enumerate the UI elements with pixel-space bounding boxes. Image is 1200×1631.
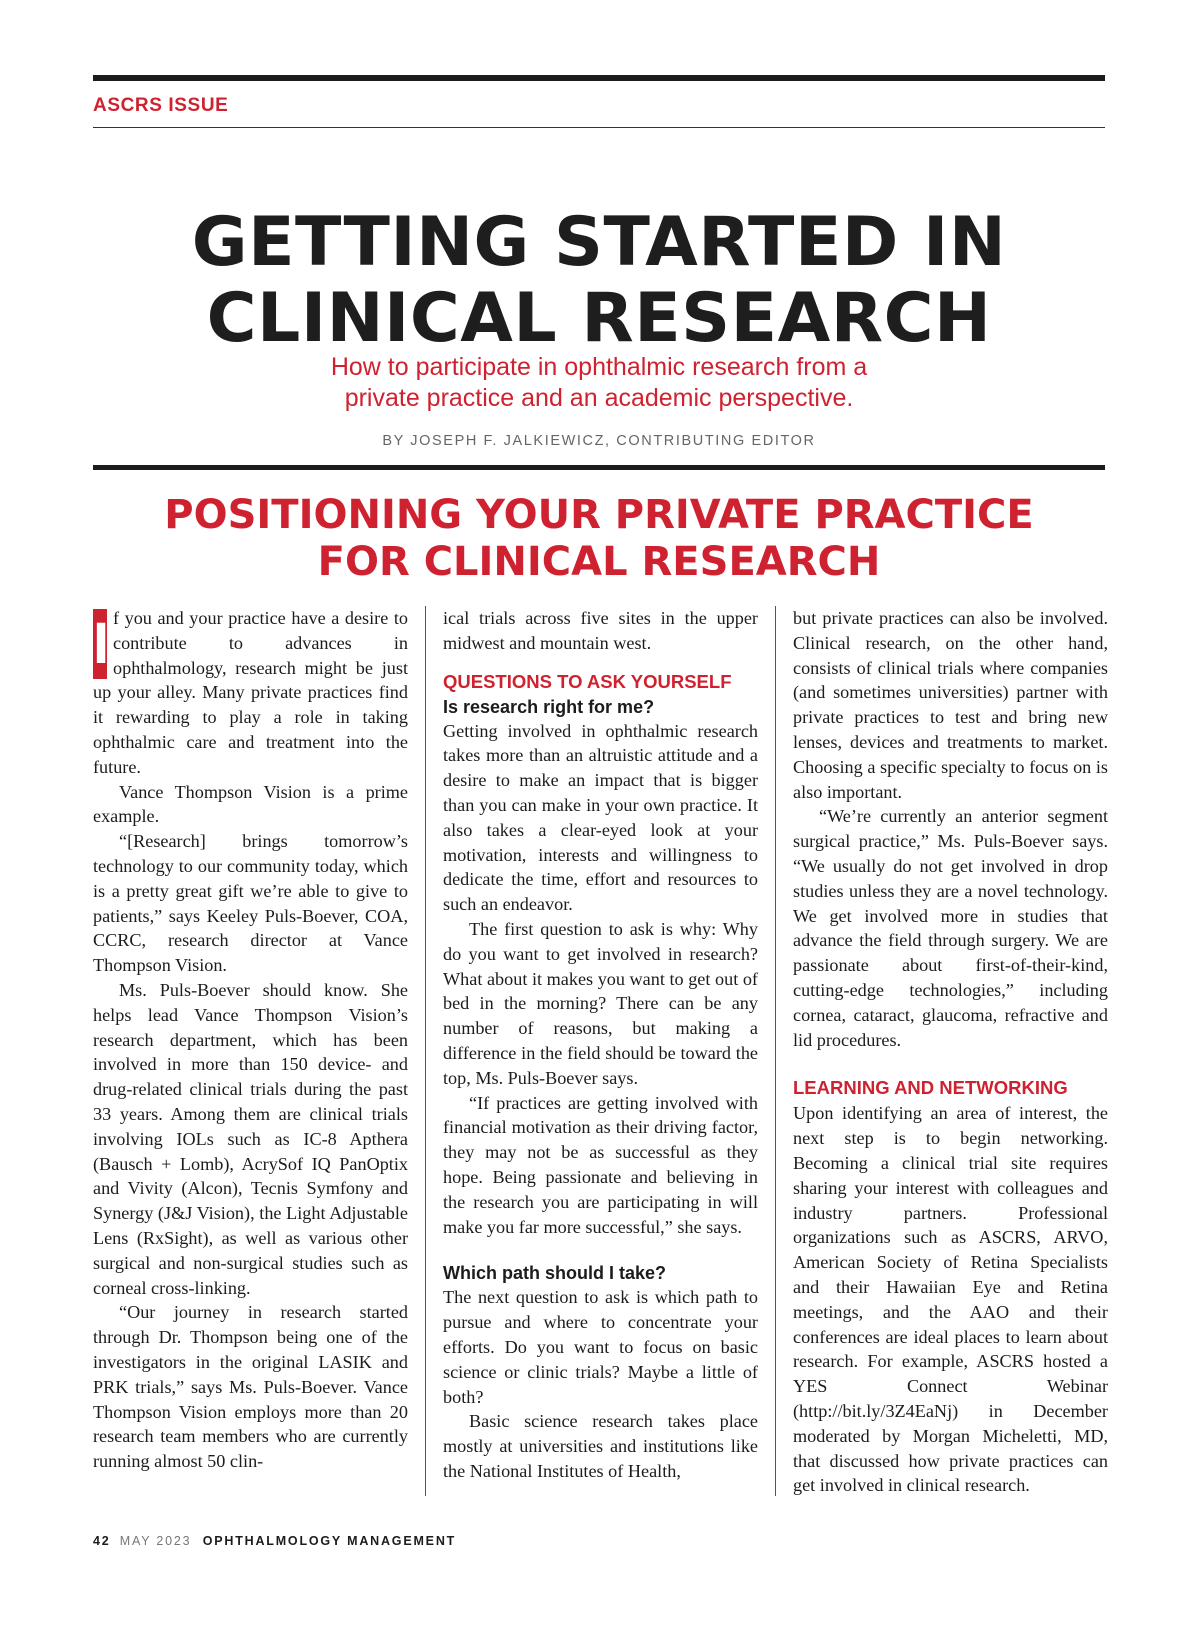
magazine-name: OPHTHALMOLOGY MANAGEMENT — [202, 1534, 457, 1548]
dek-line-1: How to participate in ophthalmic research from a — [330, 353, 868, 381]
subhead-line-2: FOR CLINICAL RESEARCH — [317, 539, 881, 585]
body-column-2 — [443, 606, 758, 1484]
section-tag: ASCRS ISSUE — [93, 95, 229, 116]
paragraph: The next question to ask is which path to pursue and where to concentrate your efforts. Do you want to focus on basic science or clinic trials? Maybe a little of both? — [443, 1287, 758, 1407]
byline: BY JOSEPH F. JALKIEWICZ, CONTRIBUTING EDITOR — [382, 433, 816, 449]
paragraph — [93, 606, 408, 780]
column-divider — [425, 606, 426, 1496]
paragraph: but private practices can also be involved. Clinical research, on the other hand, consists of clinical trials where companies (and sometimes universities) partner with private practices to test and bring new lenses, devices and treatments to market. Choosing a specific specialty to focus on is also important. — [793, 608, 1108, 802]
paragraph: Basic science research takes place mostly at universities and institutions like the National Institutes of Health, — [443, 1411, 758, 1481]
section-subhead — [93, 492, 1105, 586]
article-headline — [93, 205, 1105, 357]
page-footer — [93, 1534, 456, 1548]
paragraph: “Our journey in research started through Dr. Thompson being one of the investigators in the original LASIK and PRK trials,” says Ms. Puls-Boever. Vance Thompson Vision employs more than 20 research team members who are currently running almost 50 clin- — [93, 1302, 408, 1472]
paragraph: “[Research] brings tomorrow’s technology to our community today, which is a pretty great gift we’re able to give to patients,” says Keeley Puls-Boever, COA, CCRC, research director at Vance Thompson Vision. — [93, 831, 408, 976]
section-heading: QUESTIONS TO ASK YOURSELF — [443, 670, 732, 692]
body-column-3 — [793, 606, 1108, 1498]
question-heading: Is research right for me? — [443, 696, 655, 717]
section-rule — [93, 465, 1105, 470]
issue-date: MAY 2023 — [119, 1534, 192, 1548]
paragraph: Getting involved in ophthalmic research takes more than an altruistic attitude and a desire to make an impact that is bigger than you can make in your own practice. It also takes a clear-eyed look at your motivation, interests and willingness to dedicate the time, effort and resources to such an endeavor. — [443, 720, 758, 915]
paragraph: The first question to ask is why: Why do you want to get involved in research? What about it makes you want to get out of bed in the morning? There can be any number of reasons, but making a difference in the field should be toward the top, Ms. Puls-Boever says. — [443, 918, 758, 1088]
paragraph: “We’re currently an anterior segment surgical practice,” Ms. Puls-Boever says. “We usually do not get involved in drop studies unless they are a novel technology. We get involved more in studies that advance the field through surgery. We are passionate about first-of-their-kind, cutting-edge technologies,” including cornea, cataract, glaucoma, refractive and lid procedures. — [793, 806, 1108, 1050]
paragraph-text: f you and your practice have a desire to contribute to advances in ophthalmology, research might be just up your alley. Many private practices find it rewarding to play a role in taking ophthalmic care and treatment into the future. — [93, 608, 408, 777]
question-heading: Which path should I take? — [443, 1263, 667, 1284]
paragraph: Ms. Puls-Boever should know. She helps lead Vance Thompson Vision’s research department, which has been involved in more than 150 device- and drug-related clinical trials during the past 33 years. Among them are clinical trials involving IOLs such as IC-8 Apthera (Bausch + Lomb), AcrySof IQ PanOptix and Vivity (Alcon), Tecnis Symfony and Synergy (J&J Vision), the Light Adjustable Lens (RxSight), as well as various other surgical and non-surgical studies such as corneal cross-linking. — [93, 979, 408, 1298]
paragraph: Upon identifying an area of interest, the next step is to begin networking. Becoming a clinical trial site requires sharing your interest with colleagues and industry partners. Professional organizations such as ASCRS, ARVO, American Society of Retina Specialists and their Hawaiian Eye and Retina meetings, and the AAO and their conferences are ideal places to learn about research. For example, ASCRS hosted a YES Connect Webinar (http://bit.ly/3Z4EaNj) in December moderated by Morgan Micheletti, MD, that discussed how private practices can get involved in clinical research. — [793, 1103, 1108, 1496]
body-column-1 — [93, 606, 408, 1474]
subhead-line-1: POSITIONING YOUR PRIVATE PRACTICE — [164, 492, 1034, 538]
column-divider — [775, 606, 776, 1496]
top-rule — [93, 75, 1105, 81]
headline-line-2: CLINICAL RESEARCH — [206, 279, 992, 358]
header-divider — [93, 127, 1105, 128]
drop-cap: I — [93, 609, 107, 679]
section-heading: LEARNING AND NETWORKING — [793, 1077, 1068, 1099]
dek-line-2: private practice and an academic perspective. — [344, 384, 854, 412]
page-number: 42 — [93, 1534, 111, 1548]
paragraph: “If practices are getting involved with financial motivation as their driving factor, they may not be as successful as they hope. Being passionate and believing in the research you are participating in will make you far more successful,” she says. — [443, 1092, 758, 1237]
paragraph: ical trials across five sites in the upper midwest and mountain west. — [443, 608, 758, 653]
headline-line-1: GETTING STARTED IN — [191, 203, 1007, 282]
article-dek — [93, 352, 1105, 414]
paragraph: Vance Thompson Vision is a prime example. — [93, 781, 408, 827]
